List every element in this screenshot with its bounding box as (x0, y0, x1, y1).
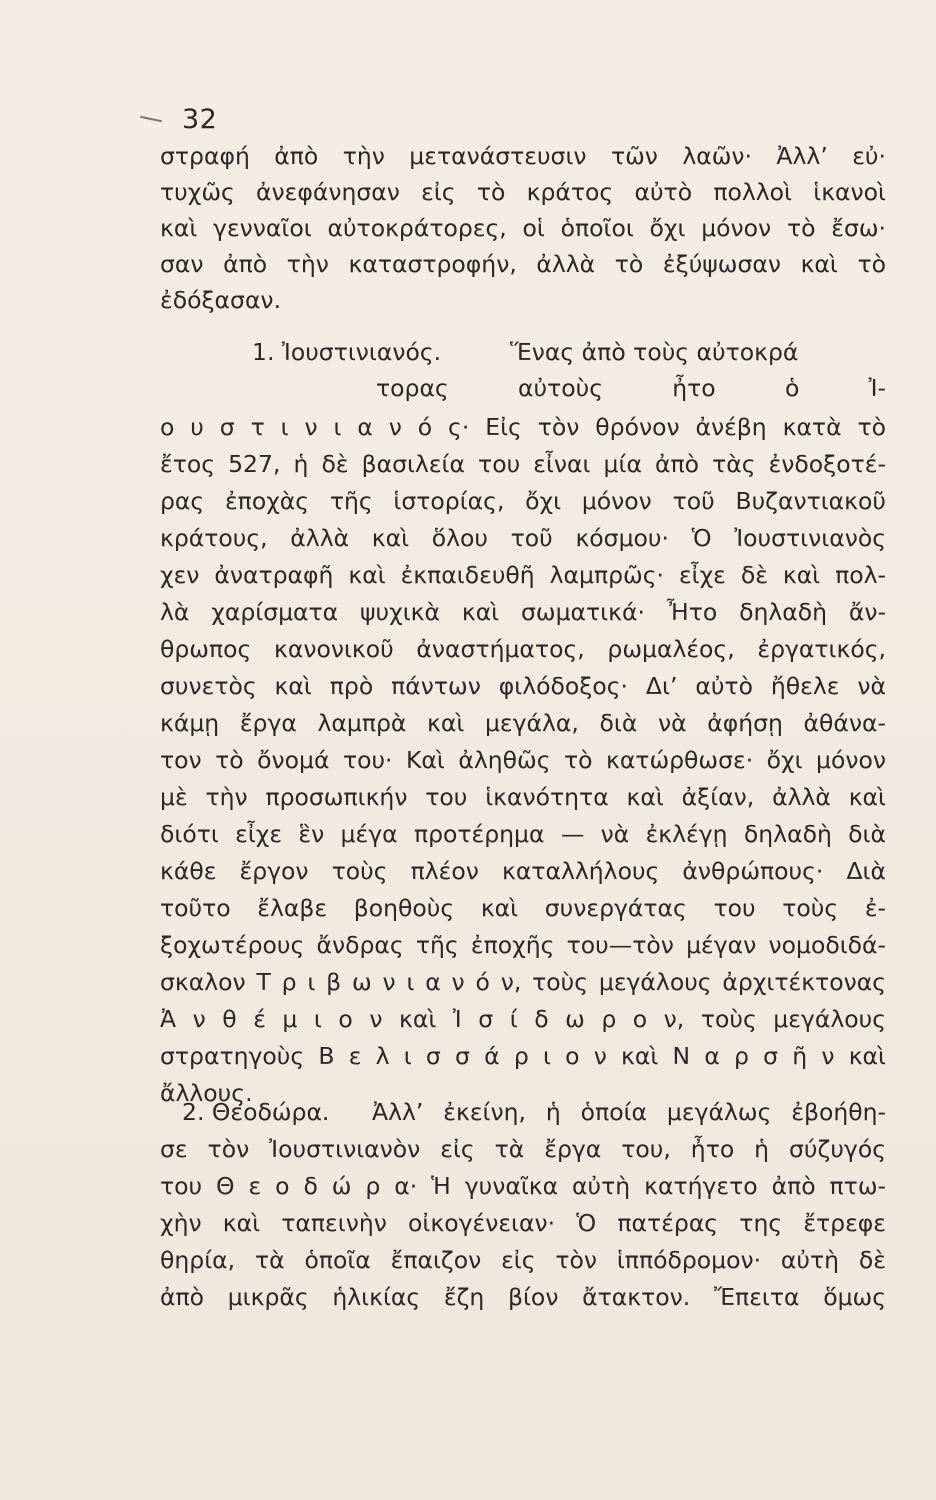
text-line: τον τὸ ὄνομά του· Καὶ ἀληθῶς τὸ κατώρθωσε· ὄχι μόνον (160, 746, 886, 774)
text-line: κάμῃ ἔργα λαμπρὰ καὶ μεγάλα, διὰ νὰ ἀφήσῃ ἀθάνα- (160, 709, 886, 737)
text-line: χεν ἀνατραφῆ καὶ ἐκπαιδευθῆ λαμπρῶς· εἶχε δὲ καὶ πολ- (160, 561, 886, 589)
text-line: ἀπὸ μικρᾶς ἡλικίας ἔζη βίον ἄτακτον. Ἔπειτα ὅμως (160, 1283, 886, 1311)
text-line: του Θ ε ο δ ώ ρ α· Ἡ γυναῖκα αὐτὴ κατήγετο ἀπὸ πτω- (160, 1172, 886, 1200)
text-line: ο υ σ τ ι ν ι α ν ό ς· Εἰς τὸν θρόνον ἀνέβη κατὰ τὸ (160, 413, 886, 441)
text-line: κάθε ἔργον τοὺς πλέον καταλλήλους ἀνθρώπους· Διὰ (160, 857, 886, 885)
page-number: 32 (182, 104, 218, 135)
text-line: θρωπος κανονικοῦ ἀναστήματος, ρωμαλέος, ἐργατικός, (160, 635, 886, 663)
text-line: ρας ἐποχὰς τῆς ἱστορίας, ὄχι μόνον τοῦ Βυζαντιακοῦ (160, 487, 886, 515)
text-line: τυχῶς ἀνεφάνησαν εἰς τὸ κράτος αὐτὸ πολλοὶ ἱκανοὶ (160, 178, 886, 206)
text-line: ἐδόξασαν. (160, 286, 282, 314)
text-line: διότι εἶχε ἓν μέγα προτέρημα — νὰ ἐκλέγῃ δηλαδὴ διὰ (160, 820, 886, 848)
text-line: στραφή ἀπὸ τὴν μετανάστευσιν τῶν λαῶν· Ἀλλ’ εὐ· (160, 142, 886, 170)
text-line: ξοχωτέρους ἄνδρας τῆς ἐποχῆς του—τὸν μέγαν νομοδιδά- (160, 931, 886, 959)
corner-mark (140, 116, 162, 123)
text-line: στρατηγοὺς Β ε λ ι σ σ ά ρ ι ο ν καὶ Ν α ρ σ ῆ ν καὶ (160, 1042, 886, 1070)
text-line: λὰ χαρίσματα ψυχικὰ καὶ σωματικά· Ἦτο δηλαδὴ ἄν- (160, 598, 886, 626)
section-heading: 2. Θεοδώρα. (182, 1098, 330, 1126)
text-line: τορας αὐτοὺς ἦτο ὁ Ἰ- (376, 374, 886, 402)
text-line: ἔτος 527, ἡ δὲ βασιλεία του εἶναι μία ἀπὸ τὰς ἐνδοξοτέ- (160, 450, 886, 478)
text-line: σαν ἀπὸ τὴν καταστροφήν, ἀλλὰ τὸ ἐξύψωσαν καὶ τὸ (160, 250, 886, 278)
text-line: μὲ τὴν προσωπικήν του ἱκανότητα καὶ ἀξίαν, ἀλλὰ καὶ (160, 783, 886, 811)
text-line: Ἕνας ἀπὸ τοὺς αὐτοκρά (510, 338, 799, 366)
text-line: καὶ γενναῖοι αὐτοκράτορες, οἱ ὁποῖοι ὄχι μόνον τὸ ἔσω· (160, 214, 886, 242)
text-line: συνετὸς καὶ πρὸ πάντων φιλόδοξος· Δι’ αὐτὸ ἤθελε νὰ (160, 672, 886, 700)
text-line: Ἀλλ’ ἐκείνη, ἡ ὁποία μεγάλως ἐβοήθη- (372, 1098, 886, 1126)
text-line: θηρία, τὰ ὁποῖα ἔπαιζον εἰς τὸν ἱππόδρομον· αὐτὴ δὲ (160, 1246, 886, 1274)
text-line: ἄλλους. (160, 1079, 253, 1107)
text-line: σκαλον Τ ρ ι β ω ν ι α ν ό ν, τοὺς μεγάλους ἀρχιτέκτονας (160, 968, 886, 996)
section-heading: 1. Ἰουστινιανός. (252, 338, 442, 366)
text-line: Ἀ ν θ έ μ ι ο ν καὶ Ἰ σ ί δ ω ρ ο ν, τοὺς μεγάλους (160, 1005, 886, 1033)
text-line: κράτους, ἀλλὰ καὶ ὅλου τοῦ κόσμου· Ὁ Ἰουστινιανὸς (160, 524, 886, 552)
text-line: τοῦτο ἔλαβε βοηθοὺς καὶ συνεργάτας του τοὺς ἐ- (160, 894, 886, 922)
text-line: σε τὸν Ἰουστινιανὸν εἰς τὰ ἔργα του, ἦτο ἡ σύζυγός (160, 1135, 886, 1163)
text-line: χὴν καὶ ταπεινὴν οἰκογένειαν· Ὁ πατέρας της ἔτρεφε (160, 1209, 886, 1237)
